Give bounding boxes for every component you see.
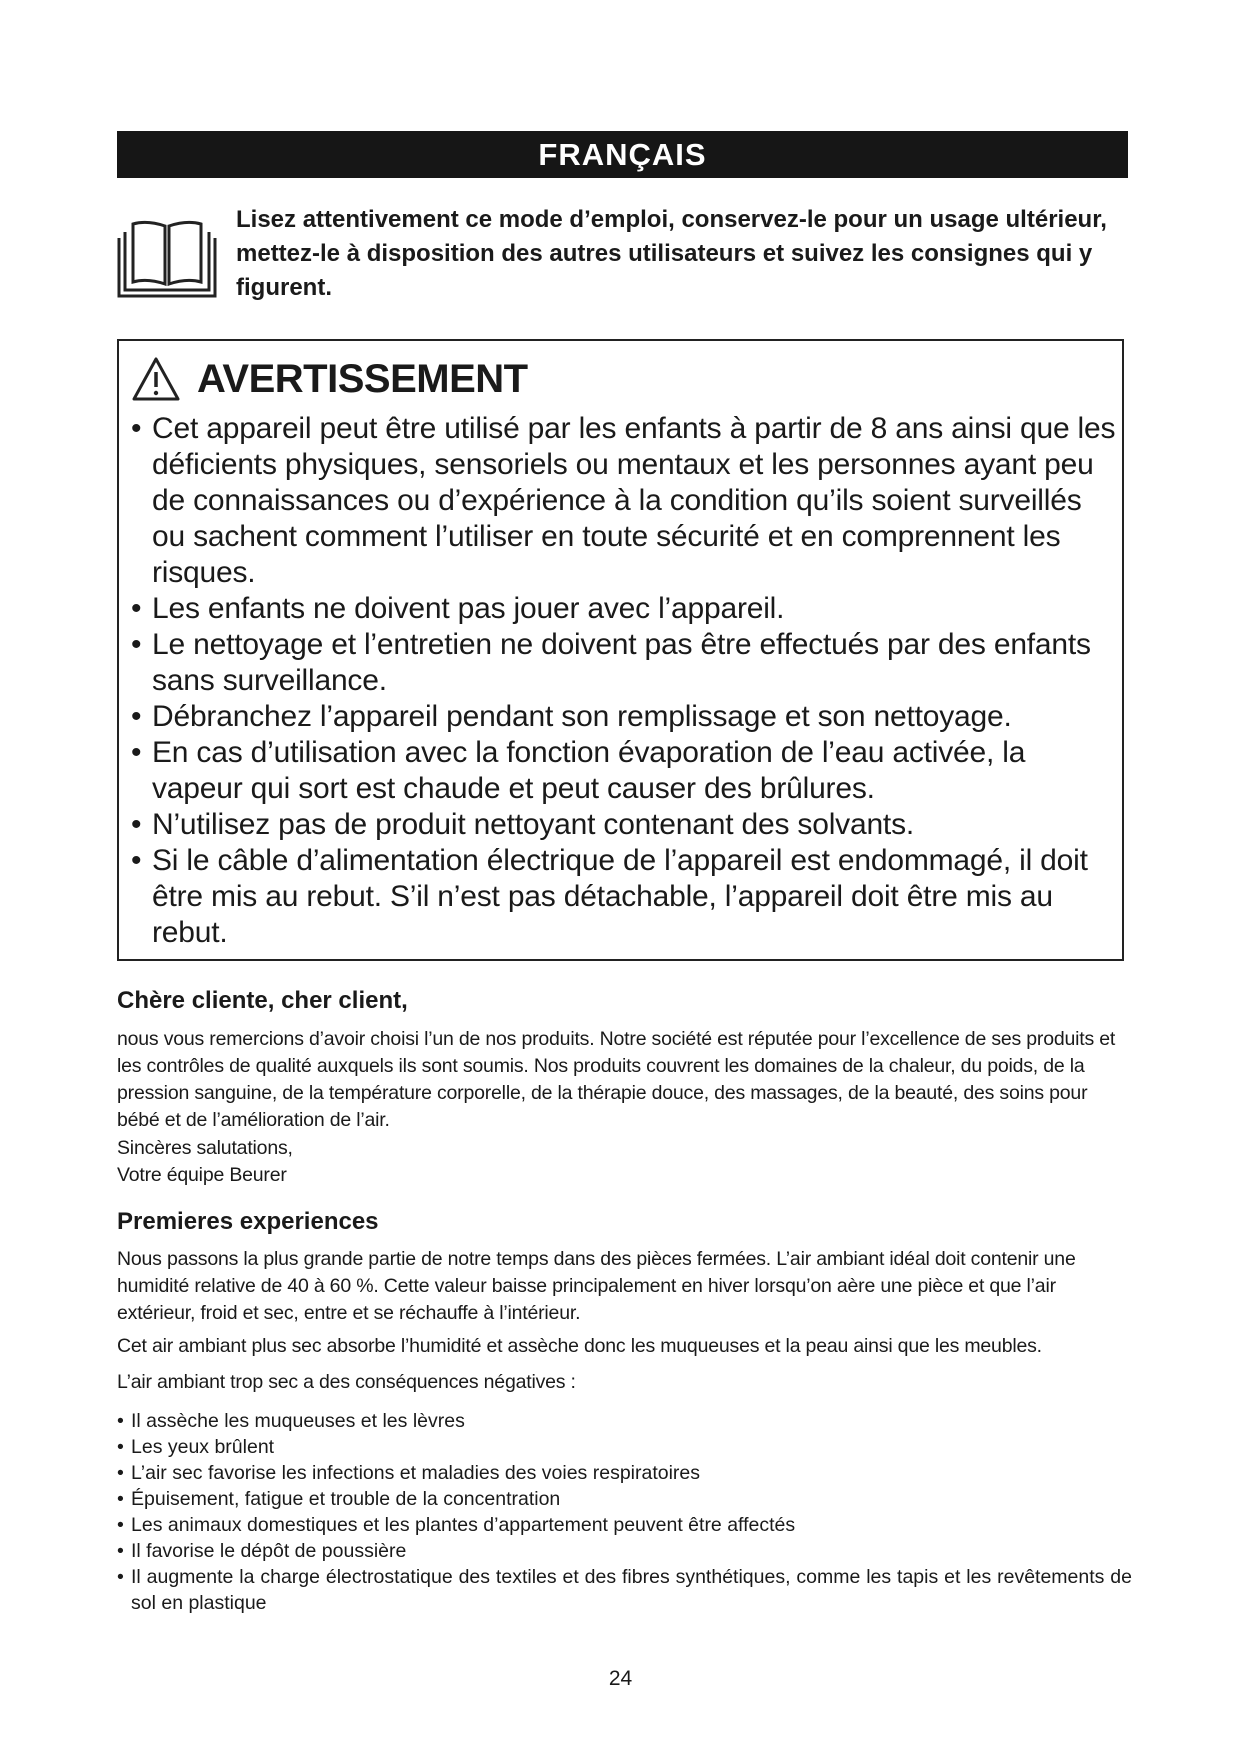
experiences-paragraph-3: L’air ambiant trop sec a des conséquences négatives : [117,1371,576,1393]
warning-triangle-icon [131,356,181,402]
list-item: • Les yeux brûlent [117,1434,1132,1460]
list-item: • L’air sec favorise les infections et maladies des voies respiratoires [117,1460,1132,1486]
list-item: • Les animaux domestiques et les plantes d’appartement peuvent être affectés [117,1512,1132,1538]
experiences-paragraph-1: Nous passons la plus grande partie de notre temps dans des pièces fermées. L’air ambiant idéal doit contenir une humidité relative de 40 à 60 %. Cette valeur baisse principalement en hiver lorsqu’on aère une pièce et que l’air extérieur, froid et sec, entre et se réchauffe à l’intérieur. [117,1248,1076,1324]
greeting-body: nous vous remercions d’avoir choisi l’un de nos produits. Notre société est réputée pour l’excellence de ses produits et les contrôles de qualité auxquels ils sont soumis. Nos produits couvrent les domaines de la chaleur, du poids, de la pression sanguine, de la température corporelle, de la thérapie douce, des massages, de la beauté, des soins pour bébé et de l’amélioration de l’air. [117,1028,1116,1131]
greeting-closing: Sincères salutations, [117,1137,293,1159]
warning-box [117,339,1124,961]
list-item: • Il augmente la charge électrostatique des textiles et des fibres synthétiques, comme les tapis et les revêtements de sol en plastique [117,1564,1132,1616]
language-banner: FRANÇAIS [117,131,1128,178]
open-book-icon [117,210,217,298]
warning-item: • Les enfants ne doivent pas jouer avec l’appareil. [131,591,1116,627]
warning-item: • Débranchez l’appareil pendant son remplissage et son nettoyage. [131,699,1116,735]
experiences-heading: Premieres experiences [117,1208,379,1235]
experiences-paragraph-2: Cet air ambiant plus sec absorbe l’humidité et assèche donc les muqueuses et la peau ainsi que les meubles. [117,1335,1042,1357]
warning-item: • N’utilisez pas de produit nettoyant contenant des solvants. [131,807,1116,843]
greeting-heading: Chère cliente, cher client, [117,987,408,1014]
list-item: • Il assèche les muqueuses et les lèvres [117,1408,1132,1434]
warning-item: • Si le câble d’alimentation électrique de l’appareil est endommagé, il doit être mis au rebut. S’il n’est pas détachable, l’appareil doit être mis au rebut. [131,843,1116,951]
list-item: • Épuisement, fatigue et trouble de la concentration [117,1486,1132,1512]
warning-item: • Le nettoyage et l’entretien ne doivent pas être effectués par des enfants sans surveillance. [131,627,1116,699]
page-number: 24 [608,1667,633,1690]
warning-item: • En cas d’utilisation avec la fonction évaporation de l’eau activée, la vapeur qui sort est chaude et peut causer des brûlures. [131,735,1116,807]
greeting-signature: Votre équipe Beurer [117,1164,287,1186]
list-item: • Il favorise le dépôt de poussière [117,1538,1132,1564]
intro-text: Lisez attentivement ce mode d’emploi, conservez-le pour un usage ultérieur, mettez-le à disposition des autres utilisateurs et suivez les consignes qui y figurent. [236,206,1107,301]
warning-item: • Cet appareil peut être utilisé par les enfants à partir de 8 ans ainsi que les déficients physiques, sensoriels ou mentaux et les personnes ayant peu de connaissances ou d’expérience à la condition qu’ils soient surveillés ou sachent comment l’utiliser en toute sécurité et en comprennent les risques. [131,411,1116,591]
consequences-list [117,1408,1132,1616]
warning-list [131,411,1116,951]
warning-header [131,349,528,409]
warning-title: AVERTISSEMENT [197,356,528,401]
